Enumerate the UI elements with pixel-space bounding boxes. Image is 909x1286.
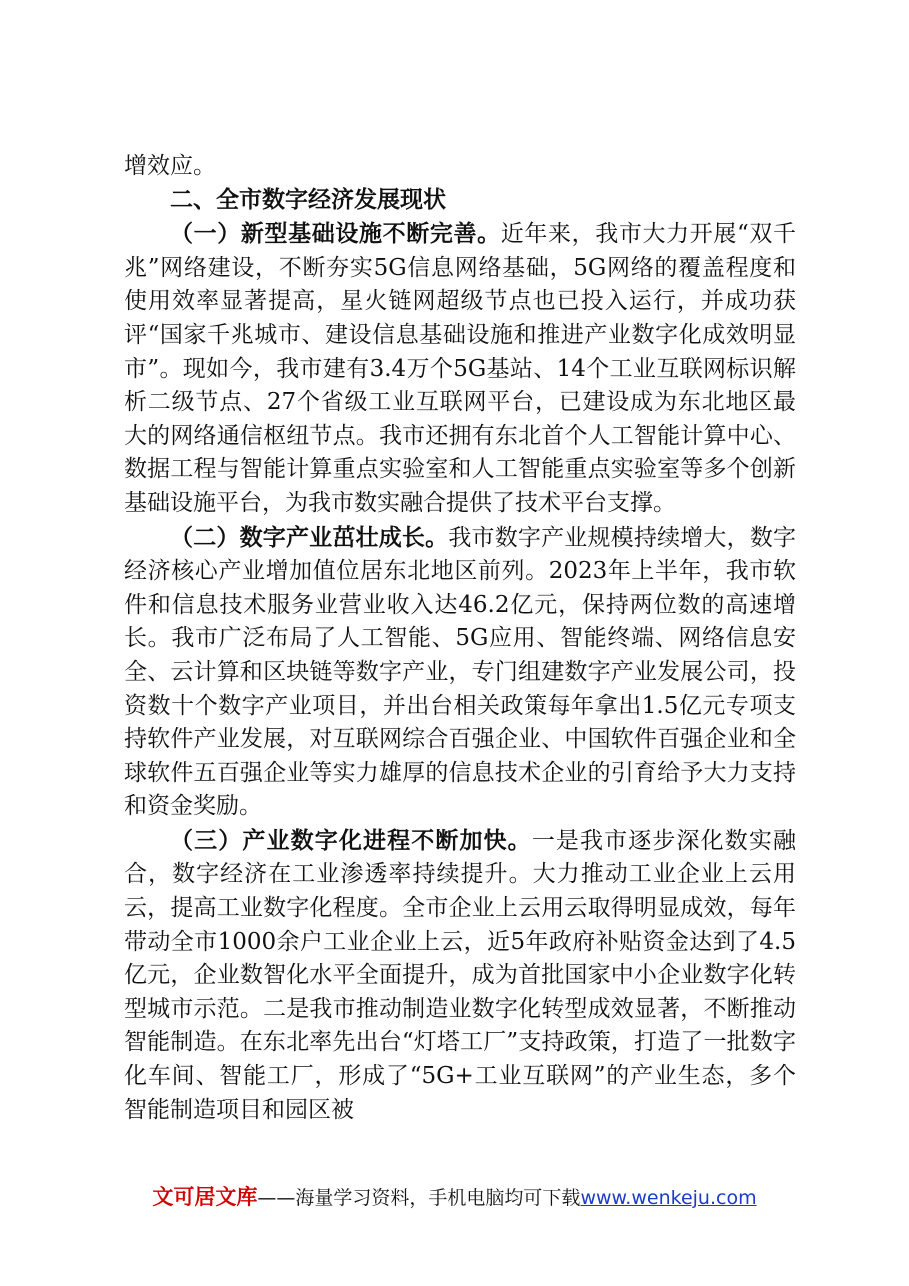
paragraph-body: 近年来，我市大力开展“双千兆”网络建设，不断夯实5G信息网络基础，5G网络的覆盖程度和使用效率显著提高，星火链网超级节点也已投入运行，并成功获评“国家千兆城市、建设信息基础设施和推进产业数字化成效明显市”。现如今，我市建有3.4万个5G基站、14个工业互联网标识解析二级节点、27个省级工业互联网平台，已建设成为东北地区最大的网络通信枢纽节点。我市还拥有东北首个人工智能计算中心、数据工程与智能计算重点实验室和人工智能重点实验室等多个创新基础设施平台，为我市数实融合提供了技术平台支撑。 [124, 221, 797, 516]
paragraph-digital-industry [124, 521, 796, 824]
paragraph-body: 我市数字产业规模持续增大，数字经济核心产业增加值位居东北地区前列。2023年上半年，我市软件和信息技术服务业营业收入达46.2亿元，保持两位数的高速增长。我市广泛布局了人工智能、5G应用、智能终端、网络信息安全、云计算和区块链等数字产业，专门组建数字产业发展公司，投资数十个数字产业项目，并出台相关政策每年拿出1.5亿元专项支持软件产业发展，对互联网综合百强企业、中国软件百强企业和全球软件五百强企业等实力雄厚的信息技术企业的引育给予大力支持和资金奖励。 [124, 524, 797, 820]
continuation-line: 增效应。 [124, 153, 216, 179]
paragraph-body: 一是我市逐步深化数实融合，数字经济在工业渗透率持续提升。大力推动工业企业上云用云，提高工业数字化程度。全市企业上云用云取得明显成效，每年带动全市1000余户工业企业上云，近5年政府补贴资金达到了4.5亿元，企业数智化水平全面提升，成为首批国家中小企业数字化转型城市示范。二是我市推动制造业数字化转型成效显著，不断推动智能制造。在东北率先出台“灯塔工厂”支持政策，打造了一批数字化车间、智能工厂，形成了“5G+工业互联网”的产业生态，多个智能制造项目和园区被 [124, 827, 797, 1123]
footer-brand: 文可居文库 [152, 1185, 258, 1209]
paragraph-infrastructure [124, 217, 796, 520]
section-heading: 二、全市数字经济发展现状 [170, 186, 446, 213]
page-footer [0, 1181, 909, 1211]
paragraph-lead: （一）新型基础设施不断完善。 [170, 220, 501, 248]
document-body [124, 150, 796, 1127]
paragraph-lead: （二）数字产业茁壮成长。 [170, 523, 449, 551]
paragraph-industrial-digitalization [124, 824, 796, 1127]
footer-url-link[interactable]: www.wenkeju.com [580, 1187, 757, 1209]
footer-tagline: ——海量学习资料，手机电脑均可下载 [257, 1187, 581, 1209]
paragraph-lead: （三）产业数字化进程不断加快。 [170, 826, 532, 854]
